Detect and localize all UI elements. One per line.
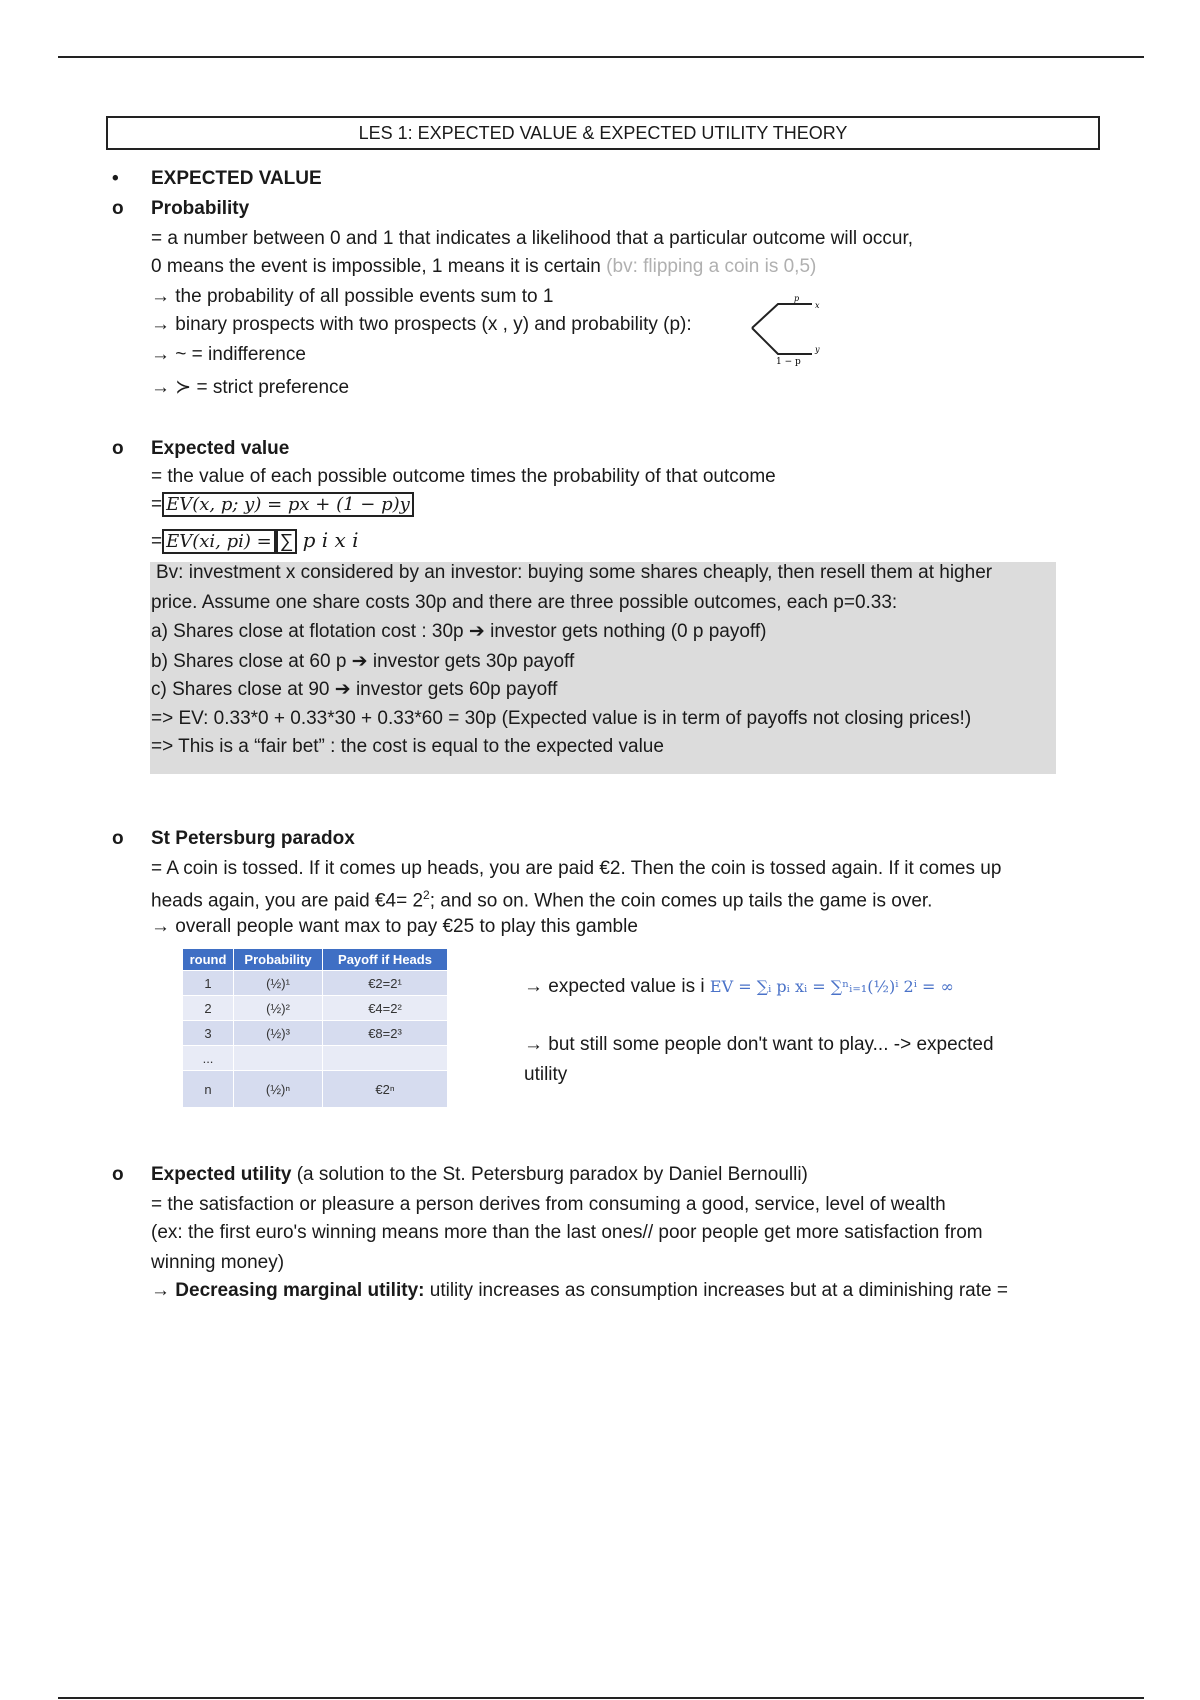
probability-definition-2 (151, 256, 816, 278)
ev-infinite-formula: EV = ∑ᵢ pᵢ xᵢ = ∑ⁿᵢ₌₁(½)ⁱ 2ⁱ = ∞ (709, 977, 954, 996)
tree-x-label: x (815, 301, 820, 310)
but-still-line-1: → but still some people don't want to play... -> expected (524, 1034, 994, 1055)
sub-bullet: o (112, 198, 124, 219)
payoff-table (182, 948, 448, 1108)
probability-arrow-1: → the probability of all possible events sum to 1 (151, 286, 554, 307)
sigma-symbol: ∑ (276, 529, 298, 554)
expected-value-infinite: → expected value is i EV = ∑ᵢ pᵢ xᵢ = ∑ⁿᵢ₌₁(½)ⁱ 2ⁱ = ∞ (524, 976, 954, 997)
arrow-icon: → (524, 976, 543, 997)
tree-y-label: y (815, 345, 820, 354)
heading-expected-utility: Expected utility (a solution to the St. Petersburg paradox by Daniel Bernoulli) (151, 1164, 808, 1185)
heading-expected-value: Expected value (151, 438, 290, 459)
probability-arrow-3: → ~ = indifference (151, 344, 306, 365)
ev-formula-general-sum: p i x i (302, 528, 359, 552)
top-rule (58, 56, 1144, 58)
expected-utility-definition-1: = the satisfaction or pleasure a person derives from consuming a good, service, level of wealth (151, 1194, 946, 1215)
arrow-icon: → (151, 1280, 170, 1301)
example-line: Bv: investment x considered by an investor: buying some shares cheaply, then resell them at higher (156, 562, 993, 583)
table-row: 1 (½)¹ €2=2¹ (183, 971, 448, 996)
example-line: price. Assume one share costs 30p and there are three possible outcomes, each p=0.33: (151, 592, 898, 613)
example-line: => This is a “fair bet” : the cost is equal to the expected value (151, 736, 664, 757)
probability-example: (bv: flipping a coin is 0,5) (606, 256, 817, 277)
tree-p-label: p (794, 294, 800, 303)
arrow-icon: → (524, 1034, 543, 1055)
page-title: LES 1: EXPECTED VALUE & EXPECTED UTILITY THEORY (106, 116, 1100, 150)
tree-1mp-label: 1 − p (776, 357, 801, 367)
section-bullet: • (112, 168, 119, 189)
example-line: => EV: 0.33*0 + 0.33*30 + 0.33*60 = 30p (Expected value is in term of payoffs not closing prices!) (151, 708, 972, 729)
binary-prospect-tree-diagram (742, 292, 822, 368)
st-petersburg-definition-2: heads again, you are paid €4= $2^2$; and so on. When the coin comes up tails the game is over. (151, 888, 933, 912)
arrow-icon: → (151, 377, 170, 398)
probability-arrow-2: → binary prospects with two prospects (x , y) and probability (p): (151, 314, 692, 335)
probability-definition-2-text: 0 means the event is impossible, 1 means it is certain (151, 256, 601, 277)
table-row: 3 (½)³ €8=2³ (183, 1021, 448, 1046)
st-petersburg-arrow: → overall people want max to pay €25 to play this gamble (151, 916, 638, 937)
ev-formula-general-box: EV(xi, pi) = (162, 529, 276, 554)
expected-utility-definition-3: winning money) (151, 1252, 285, 1273)
but-still-line-2: utility (524, 1064, 568, 1085)
table-row: ... (183, 1046, 448, 1071)
table-row: n (½)ⁿ €2ⁿ (183, 1071, 448, 1108)
table-header: Payoff if Heads (323, 949, 448, 971)
arrow-icon: → (151, 314, 170, 335)
arrow-icon: → (151, 916, 170, 937)
section-heading-expected-value: EXPECTED VALUE (151, 168, 322, 189)
example-line: a) Shares close at flotation cost : 30p ➔ investor gets nothing (0 p payoff) (151, 621, 767, 642)
table-row: 2 (½)² €4=2² (183, 996, 448, 1021)
table-header: round (183, 949, 234, 971)
table-header: Probability (234, 949, 323, 971)
ev-formula-binary: = EV(x, p; y) = px + (1 − p)y (151, 494, 414, 516)
expected-utility-definition-2: (ex: the first euro's winning means more than the last ones// poor people get more satisfaction from (151, 1222, 983, 1243)
expected-value-definition: = the value of each possible outcome times the probability of that outcome (151, 466, 776, 487)
arrow-icon: → (151, 344, 170, 365)
sub-bullet: o (112, 1164, 124, 1185)
heading-probability: Probability (151, 198, 250, 219)
example-line: c) Shares close at 90 ➔ investor gets 60p payoff (151, 679, 558, 700)
ev-formula-binary-box: EV(x, p; y) = px + (1 − p)y (162, 492, 414, 517)
arrow-icon: → (151, 286, 170, 307)
example-line: b) Shares close at 60 p ➔ investor gets 30p payoff (151, 651, 575, 672)
probability-definition-1: = a number between 0 and 1 that indicates a likelihood that a particular outcome will occur, (151, 228, 914, 249)
sub-bullet: o (112, 828, 124, 849)
heading-st-petersburg: St Petersburg paradox (151, 828, 355, 849)
probability-arrow-4: → ≻ = strict preference (151, 377, 350, 398)
decreasing-marginal-utility: → Decreasing marginal utility: utility increases as consumption increases but at a diminishing rate = (151, 1280, 1008, 1301)
st-petersburg-definition-1: = A coin is tossed. If it comes up heads, you are paid €2. Then the coin is tossed again. If it comes up (151, 858, 1002, 879)
sub-bullet: o (112, 438, 124, 459)
bottom-rule (58, 1697, 1144, 1699)
ev-formula-general: = EV(xi, pi) = ∑ p i x i (151, 528, 359, 552)
